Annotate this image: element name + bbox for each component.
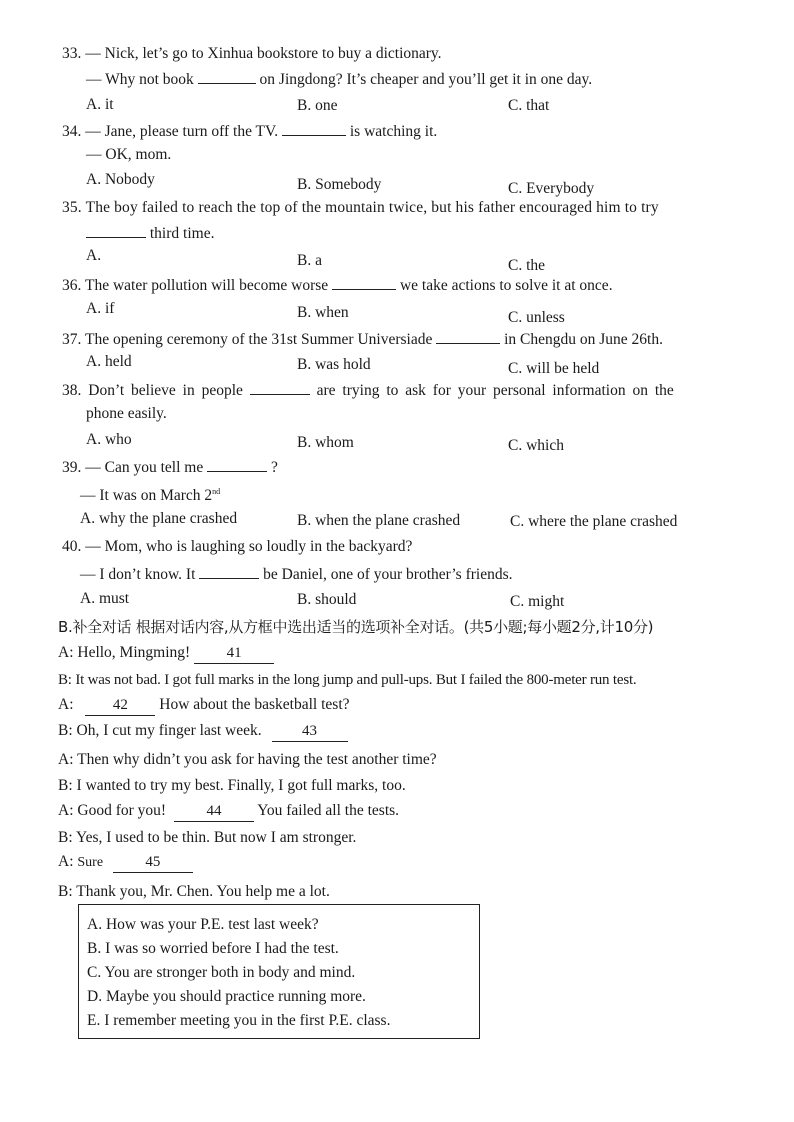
question-text: — I don’t know. It	[80, 566, 196, 583]
dialogue-text: Oh, I cut my finger last week.	[76, 722, 262, 739]
question-40-line-1	[62, 537, 412, 557]
question-number: 39.	[62, 459, 82, 476]
dialogue-text: Thank you, Mr. Chen. You help me a lot.	[76, 883, 330, 900]
blank-44: 44	[174, 801, 254, 822]
option-box-item-d: D. Maybe you should practice running more.	[87, 988, 366, 1005]
options-box	[78, 904, 480, 1039]
question-text: is watching it.	[349, 123, 438, 140]
option-b: B. when the plane crashed	[297, 512, 461, 529]
ordinal-suffix: nd	[212, 487, 221, 496]
dialogue-text: You failed all the tests.	[257, 802, 400, 819]
blank-42: 42	[85, 695, 155, 716]
question-number: 34.	[62, 123, 82, 140]
option-a: A. it	[86, 96, 114, 113]
question-40-line-2	[80, 564, 513, 585]
dialogue-line-4	[58, 721, 348, 742]
question-text: we take actions to solve it at once.	[399, 277, 613, 294]
question-number: 33.	[62, 45, 82, 62]
speaker-label: A:	[58, 853, 74, 870]
dialogue-text: How about the basketball test?	[159, 696, 350, 713]
option-b: B. a	[297, 252, 322, 269]
question-text: on Jingdong? It’s cheaper and you’ll get it in one day.	[259, 71, 593, 88]
dialogue-text: It was not bad. I got full marks in the long jump and pull-ups. But I failed the 800-meter run test.	[75, 672, 637, 688]
option-b: B. one	[297, 97, 338, 114]
answer-blank	[250, 380, 310, 395]
option-b: B. was hold	[297, 356, 371, 373]
dialogue-line-9	[58, 852, 193, 873]
speaker-label: B:	[58, 829, 73, 846]
question-text: — It was on March 2	[80, 487, 213, 505]
question-text: be Daniel, one of your brother’s friends.	[263, 566, 513, 583]
blank-45: 45	[113, 852, 193, 873]
answer-blank	[207, 457, 267, 472]
question-text: — Mom, who is laughing so loudly in the backyard?	[85, 538, 413, 555]
question-text: — Jane, please turn off the TV.	[85, 123, 279, 140]
option-box-item-e: E. I remember meeting you in the first P.E. class.	[87, 1012, 391, 1029]
blank-41: 41	[194, 643, 274, 664]
question-text: third time.	[149, 225, 215, 242]
question-text: The opening ceremony of the 31st Summer Universiade	[84, 331, 433, 348]
speaker-label: B:	[58, 672, 72, 688]
dialogue-line-3	[58, 695, 350, 716]
question-text: — Can you tell me	[85, 459, 204, 476]
question-number: 37.	[62, 331, 82, 348]
question-text: The water pollution will become worse	[84, 277, 329, 294]
question-38-line-2: phone easily.	[86, 405, 167, 422]
option-a: A. must	[80, 590, 130, 607]
dialogue-line-8	[58, 828, 356, 848]
dialogue-line-6	[58, 776, 406, 796]
dialogue-line-7	[58, 801, 399, 822]
option-c: C. will be held	[508, 360, 600, 377]
dialogue-text: Then why didn’t you ask for having the test another time?	[77, 751, 437, 768]
option-a: A. who	[86, 431, 132, 448]
option-box-item-a: A. How was your P.E. test last week?	[87, 916, 319, 933]
option-box-item-b: B. I was so worried before I had the test.	[87, 940, 339, 957]
speaker-label: B:	[58, 883, 73, 900]
option-c: C. that	[508, 97, 550, 114]
question-number: 38.	[62, 382, 82, 399]
dialogue-line-5	[58, 750, 437, 770]
option-a: A. held	[86, 353, 132, 370]
question-number: 40.	[62, 538, 82, 555]
question-35-line-1	[62, 198, 659, 218]
answer-blank	[282, 121, 346, 136]
option-c: C. the	[508, 257, 546, 274]
dialogue-text: I wanted to try my best. Finally, I got full marks, too.	[76, 777, 406, 794]
question-34-line-2: — OK, mom.	[86, 146, 172, 163]
option-b: B. when	[297, 304, 349, 321]
speaker-label: A:	[58, 696, 74, 713]
question-text: — Why not book	[86, 71, 194, 88]
answer-blank	[199, 564, 259, 579]
question-36-line-1	[62, 275, 613, 296]
option-b: B. whom	[297, 434, 354, 451]
option-a: A. Nobody	[86, 171, 155, 188]
speaker-label: B:	[58, 777, 73, 794]
question-39-line-2	[80, 482, 220, 506]
question-33-line-1	[62, 44, 442, 64]
question-34-line-1	[62, 121, 437, 142]
option-a: A. why the plane crashed	[80, 510, 238, 527]
option-c: C. might	[510, 593, 565, 610]
option-b: B. should	[297, 591, 357, 608]
answer-blank	[198, 69, 256, 84]
dialogue-line-1	[58, 643, 274, 664]
question-text: Don’t believe in people	[88, 382, 243, 399]
dialogue-line-2	[58, 670, 636, 690]
option-c: C. unless	[508, 309, 565, 326]
answer-blank	[436, 329, 500, 344]
question-number: 36.	[62, 277, 82, 294]
speaker-label: A:	[58, 802, 74, 819]
question-39-line-1	[62, 457, 278, 478]
option-c: C. where the plane crashed	[510, 513, 678, 530]
dialogue-text: Sure	[77, 855, 104, 870]
dialogue-text: Good for you!	[77, 802, 167, 819]
option-c: C. which	[508, 437, 564, 454]
speaker-label: A:	[58, 644, 74, 661]
dialogue-line-10	[58, 882, 330, 902]
answer-blank	[332, 275, 396, 290]
dialogue-text: Hello, Mingming!	[77, 644, 191, 661]
question-38-line-1	[62, 380, 674, 401]
option-a: A.	[86, 247, 102, 264]
question-text: — Nick, let’s go to Xinhua bookstore to buy a dictionary.	[85, 45, 442, 62]
speaker-label: A:	[58, 751, 74, 768]
option-a: A. if	[86, 300, 115, 317]
blank-43: 43	[272, 721, 348, 742]
question-text: in Chengdu on June 26th.	[504, 331, 663, 348]
question-number: 35.	[62, 199, 82, 216]
section-b-title: B.补全对话 根据对话内容,从方框中选出适当的选项补全对话。(共5小题;每小题2分,计10分)	[58, 618, 654, 636]
question-text: are trying to ask for your personal information on the	[316, 382, 674, 399]
option-c: C. Everybody	[508, 180, 595, 197]
question-text: The boy failed to reach the top of the mountain twice, but his father encouraged him to try	[85, 199, 659, 216]
question-33-line-2	[86, 69, 592, 90]
question-37-line-1	[62, 329, 663, 350]
option-box-item-c: C. You are stronger both in body and mind.	[87, 964, 356, 981]
speaker-label: B:	[58, 722, 73, 739]
dialogue-text: Yes, I used to be thin. But now I am stronger.	[75, 829, 357, 846]
question-text: ?	[270, 459, 278, 476]
question-35-line-2	[86, 223, 214, 244]
option-b: B. Somebody	[297, 176, 382, 193]
answer-blank	[86, 223, 146, 238]
